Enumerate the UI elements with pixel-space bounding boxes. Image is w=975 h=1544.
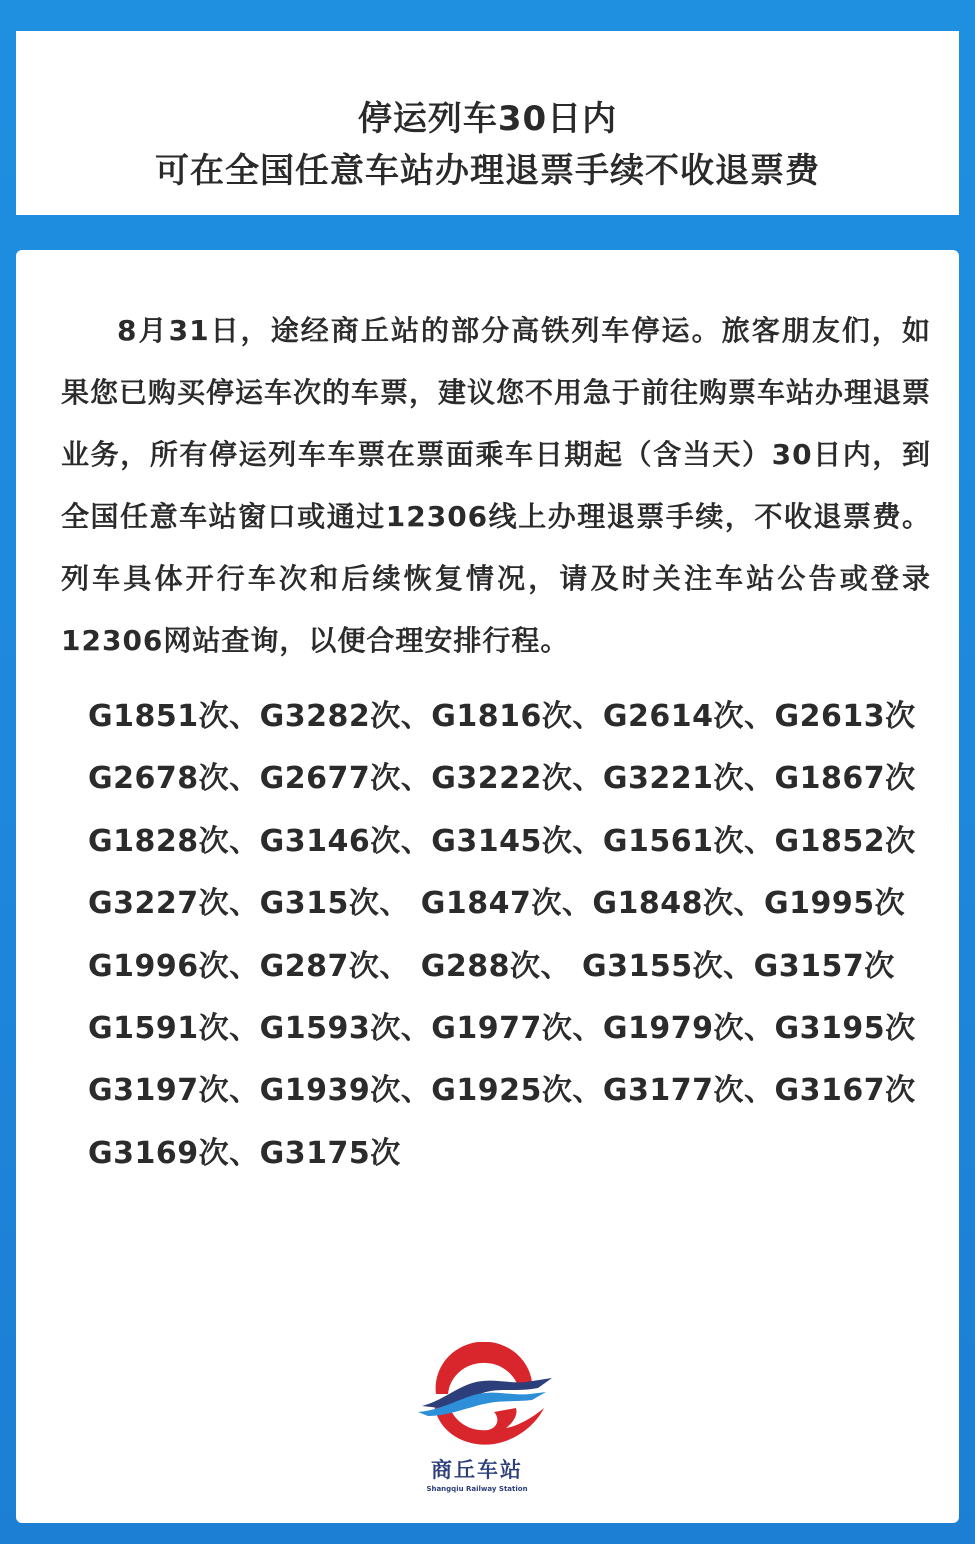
title-card <box>16 31 959 215</box>
page-title-line-1: 停运列车30日内 <box>357 99 618 139</box>
train-list-row: G1591次、G1593次、G1977次、G1979次、G3195次 <box>88 1010 916 1046</box>
station-logo <box>402 1342 572 1502</box>
train-list-row: G3227次、G315次、 G1847次、G1848次、G1995次 <box>88 886 906 922</box>
train-list-row: G2678次、G2677次、G3222次、G3221次、G1867次 <box>88 761 916 797</box>
train-list-row: G1828次、G3146次、G3145次、G1561次、G1852次 <box>88 823 916 859</box>
page-title-line-2: 可在全国任意车站办理退票手续不收退票费 <box>155 151 820 191</box>
train-list-row: G1996次、G287次、 G288次、 G3155次、G3157次 <box>88 948 895 984</box>
notice-paragraph: 8月31日，途经商丘站的部分高铁列车停运。旅客朋友们，如果您已购买停运车次的车票，建议您不用急于前往购票车站办理退票业务，所有停运列车车票在票面乘车日期起（含当天）30日内，到全国任意车站窗口或通过12306线上办理退票手续，不收退票费。列车具体开行车次和后续恢复情况，请及时关注车站公告或登录12306网站查询，以便合理安排行程。 <box>61 314 932 657</box>
train-list-row: G3169次、G3175次 <box>88 1135 401 1171</box>
suspended-train-list <box>88 686 928 1185</box>
station-emblem-icon <box>414 1342 554 1450</box>
station-name-cn: 商丘车站 <box>431 1458 523 1482</box>
notice-card <box>16 250 959 1523</box>
train-list-row: G3197次、G1939次、G1925次、G3177次、G3167次 <box>88 1073 916 1109</box>
train-list-row: G1851次、G3282次、G1816次、G2614次、G2613次 <box>88 699 916 734</box>
station-name-en: Shangqiu Railway Station <box>426 1485 528 1493</box>
